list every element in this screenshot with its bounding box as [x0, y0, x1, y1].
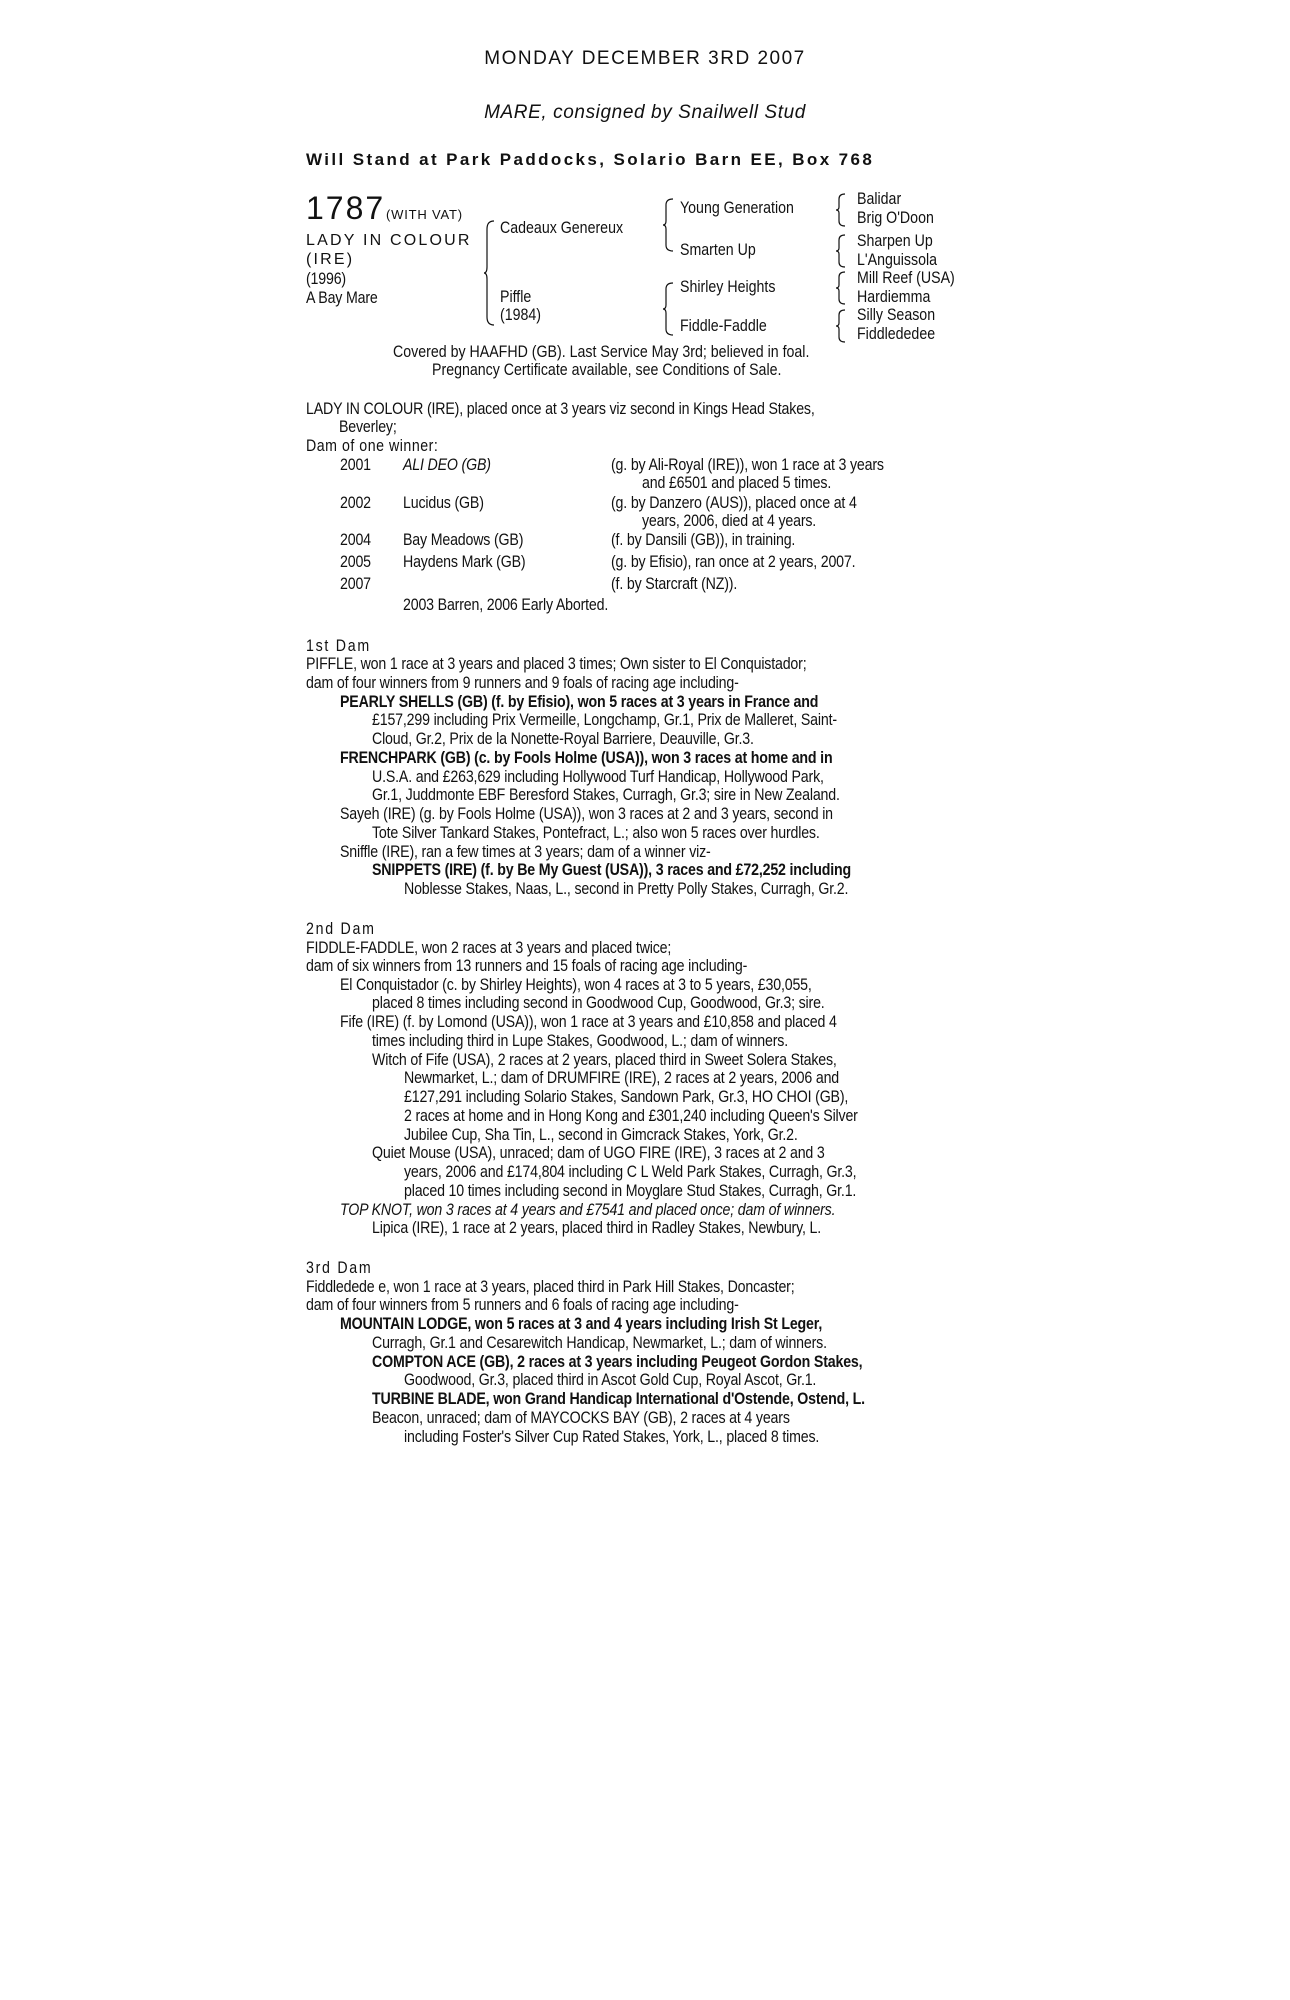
- pedigree-bracket-g3-1: [836, 192, 846, 228]
- pedigree-bracket-g3-3: [836, 270, 846, 306]
- dam2-line: times including third in Lupe Stakes, Goodwood, L.; dam of winners.: [372, 1032, 788, 1050]
- sale-date: MONDAY DECEMBER 3RD 2007: [484, 48, 806, 69]
- produce-year: 2002: [340, 494, 371, 512]
- pedigree-gen2: Smarten Up: [680, 241, 756, 259]
- dam2-line: Fife (IRE) (f. by Lomond (USA)), won 1 race at 3 years and £10,858 and placed 4: [340, 1013, 837, 1031]
- pedigree-gen3: Sharpen Up: [857, 232, 933, 250]
- produce-year: 2004: [340, 531, 371, 549]
- produce-desc-cont: and £6501 and placed 5 times.: [642, 474, 832, 492]
- dam2-line: £127,291 including Solario Stakes, Sandown Park, Gr.3, HO CHOI (GB),: [404, 1088, 849, 1106]
- dam3-line: Fiddledede e, won 1 race at 3 years, placed third in Park Hill Stakes, Doncaster;: [306, 1278, 795, 1296]
- pedigree-gen3: Balidar: [857, 190, 902, 208]
- dam2-heading: 2nd Dam: [306, 920, 376, 938]
- pedigree-gen3: Brig O'Doon: [857, 209, 934, 227]
- pedigree-gen2: Young Generation: [680, 199, 794, 217]
- produce-intro: LADY IN COLOUR (IRE), placed once at 3 years viz second in Kings Head Stakes,: [306, 400, 815, 418]
- produce-desc: (g. by Efisio), ran once at 2 years, 2007.: [611, 553, 856, 571]
- dam2-line: Jubilee Cup, Sha Tin, L., second in Gimcrack Stakes, York, Gr.2.: [404, 1126, 798, 1144]
- pedigree-gen2: Shirley Heights: [680, 278, 776, 296]
- dam1-line: PEARLY SHELLS (GB) (f. by Efisio), won 5 races at 3 years in France and: [340, 693, 819, 711]
- produce-note: 2003 Barren, 2006 Early Aborted.: [403, 596, 609, 614]
- certificate-line: Pregnancy Certificate available, see Conditions of Sale.: [432, 361, 782, 379]
- dam1-line: dam of four winners from 9 runners and 9 foals of racing age including-: [306, 674, 739, 692]
- dam3-line: Beacon, unraced; dam of MAYCOCKS BAY (GB), 2 races at 4 years: [372, 1409, 790, 1427]
- produce-desc-cont: years, 2006, died at 4 years.: [642, 512, 817, 530]
- pedigree-gen3: Silly Season: [857, 306, 936, 324]
- horse-name: LADY IN COLOUR: [306, 232, 472, 249]
- dam1-line: Cloud, Gr.2, Prix de la Nonette-Royal Barriere, Deauville, Gr.3.: [372, 730, 754, 748]
- produce-intro-cont: Beverley;: [339, 418, 397, 436]
- location-line: Will Stand at Park Paddocks, Solario Barn EE, Box 768: [306, 150, 875, 169]
- produce-year: 2001: [340, 456, 371, 474]
- dam2-line: Lipica (IRE), 1 race at 2 years, placed third in Radley Stakes, Newbury, L.: [372, 1219, 822, 1237]
- consignment-line: MARE, consigned by Snailwell Stud: [484, 102, 806, 123]
- pedigree-bracket-main: [484, 219, 496, 327]
- produce-desc: (f. by Dansili (GB)), in training.: [611, 531, 796, 549]
- dam1-heading: 1st Dam: [306, 637, 371, 655]
- dam3-line: dam of four winners from 5 runners and 6 foals of racing age including-: [306, 1296, 739, 1314]
- dam2-line: FIDDLE-FADDLE, won 2 races at 3 years and placed twice;: [306, 939, 672, 957]
- dam1-line: U.S.A. and £263,629 including Hollywood Turf Handicap, Hollywood Park,: [372, 768, 824, 786]
- pedigree-bracket-g3-2: [836, 233, 846, 269]
- produce-year: 2007: [340, 575, 371, 593]
- dam2-line: dam of six winners from 13 runners and 15 foals of racing age including-: [306, 957, 748, 975]
- produce-name: Lucidus (GB): [403, 494, 484, 512]
- dam2-line: Witch of Fife (USA), 2 races at 2 years, placed third in Sweet Solera Stakes,: [372, 1051, 837, 1069]
- dam1-line: Noblesse Stakes, Naas, L., second in Pretty Polly Stakes, Curragh, Gr.2.: [404, 880, 849, 898]
- produce-desc: (g. by Danzero (AUS)), placed once at 4: [611, 494, 857, 512]
- horse-description: A Bay Mare: [306, 289, 378, 307]
- dam2-line: 2 races at home and in Hong Kong and £301,240 including Queen's Silver: [404, 1107, 858, 1125]
- produce-name: ALI DEO (GB): [403, 456, 491, 474]
- pedigree-bracket-sire: [663, 197, 675, 253]
- dam2-line: TOP KNOT, won 3 races at 4 years and £7541 and placed once; dam of winners.: [340, 1201, 836, 1219]
- pedigree-bracket-dam: [663, 281, 675, 337]
- dam1-line: Gr.1, Juddmonte EBF Beresford Stakes, Curragh, Gr.3; sire in New Zealand.: [372, 786, 840, 804]
- vat-note: (WITH VAT): [386, 207, 463, 222]
- dam2-line: years, 2006 and £174,804 including C L Weld Park Stakes, Curragh, Gr.3,: [404, 1163, 857, 1181]
- pedigree-dam-year: (1984): [500, 306, 542, 324]
- dam3-line: including Foster's Silver Cup Rated Stakes, York, L., placed 8 times.: [404, 1428, 820, 1446]
- pedigree-gen3: Mill Reef (USA): [857, 269, 955, 287]
- produce-desc: (g. by Ali-Royal (IRE)), won 1 race at 3 years: [611, 456, 884, 474]
- dam2-line: El Conquistador (c. by Shirley Heights), won 4 races at 3 to 5 years, £30,055,: [340, 976, 812, 994]
- pedigree-dam: Piffle: [500, 288, 532, 306]
- dam1-line: FRENCHPARK (GB) (c. by Fools Holme (USA)), won 3 races at home and in: [340, 749, 833, 767]
- dam1-line: Tote Silver Tankard Stakes, Pontefract, L.; also won 5 races over hurdles.: [372, 824, 820, 842]
- dam2-line: Newmarket, L.; dam of DRUMFIRE (IRE), 2 races at 2 years, 2006 and: [404, 1069, 840, 1087]
- pedigree-gen2: Fiddle-Faddle: [680, 317, 767, 335]
- pedigree-bracket-g3-4: [836, 308, 846, 344]
- covered-line: Covered by HAAFHD (GB). Last Service May 3rd; believed in foal.: [393, 343, 810, 361]
- dam3-line: Curragh, Gr.1 and Cesarewitch Handicap, Newmarket, L.; dam of winners.: [372, 1334, 827, 1352]
- pedigree-gen3: L'Anguissola: [857, 251, 938, 269]
- horse-year: (1996): [306, 270, 346, 288]
- dam3-line: MOUNTAIN LODGE, won 5 races at 3 and 4 years including Irish St Leger,: [340, 1315, 823, 1333]
- horse-country: (IRE): [306, 251, 355, 268]
- dam3-heading: 3rd Dam: [306, 1259, 373, 1277]
- produce-year: 2005: [340, 553, 371, 571]
- dam2-line: placed 8 times including second in Goodwood Cup, Goodwood, Gr.3; sire.: [372, 994, 825, 1012]
- dam1-line: PIFFLE, won 1 race at 3 years and placed 3 times; Own sister to El Conquistador;: [306, 655, 807, 673]
- dam1-line: Sniffle (IRE), ran a few times at 3 years; dam of a winner viz-: [340, 843, 711, 861]
- dam1-line: £157,299 including Prix Vermeille, Longchamp, Gr.1, Prix de Malleret, Saint-: [372, 711, 837, 729]
- produce-desc: (f. by Starcraft (NZ)).: [611, 575, 738, 593]
- dam2-line: placed 10 times including second in Moyglare Stud Stakes, Curragh, Gr.1.: [404, 1182, 857, 1200]
- dam3-line: Goodwood, Gr.3, placed third in Ascot Gold Cup, Royal Ascot, Gr.1.: [404, 1371, 817, 1389]
- pedigree-sire: Cadeaux Genereux: [500, 219, 624, 237]
- lot-number: 1787: [306, 190, 386, 226]
- dam1-line: SNIPPETS (IRE) (f. by Be My Guest (USA)), 3 races and £72,252 including: [372, 861, 852, 879]
- dam1-line: Sayeh (IRE) (g. by Fools Holme (USA)), won 3 races at 2 and 3 years, second in: [340, 805, 833, 823]
- pedigree-gen3: Hardiemma: [857, 288, 931, 306]
- produce-name: Haydens Mark (GB): [403, 553, 526, 571]
- dam-of-line: Dam of one winner:: [306, 437, 439, 455]
- produce-name: Bay Meadows (GB): [403, 531, 524, 549]
- dam2-line: Quiet Mouse (USA), unraced; dam of UGO FIRE (IRE), 3 races at 2 and 3: [372, 1144, 825, 1162]
- pedigree-gen3: Fiddlededee: [857, 325, 936, 343]
- dam3-line: COMPTON ACE (GB), 2 races at 3 years including Peugeot Gordon Stakes,: [372, 1353, 863, 1371]
- dam3-line: TURBINE BLADE, won Grand Handicap International d'Ostende, Ostend, L.: [372, 1390, 865, 1408]
